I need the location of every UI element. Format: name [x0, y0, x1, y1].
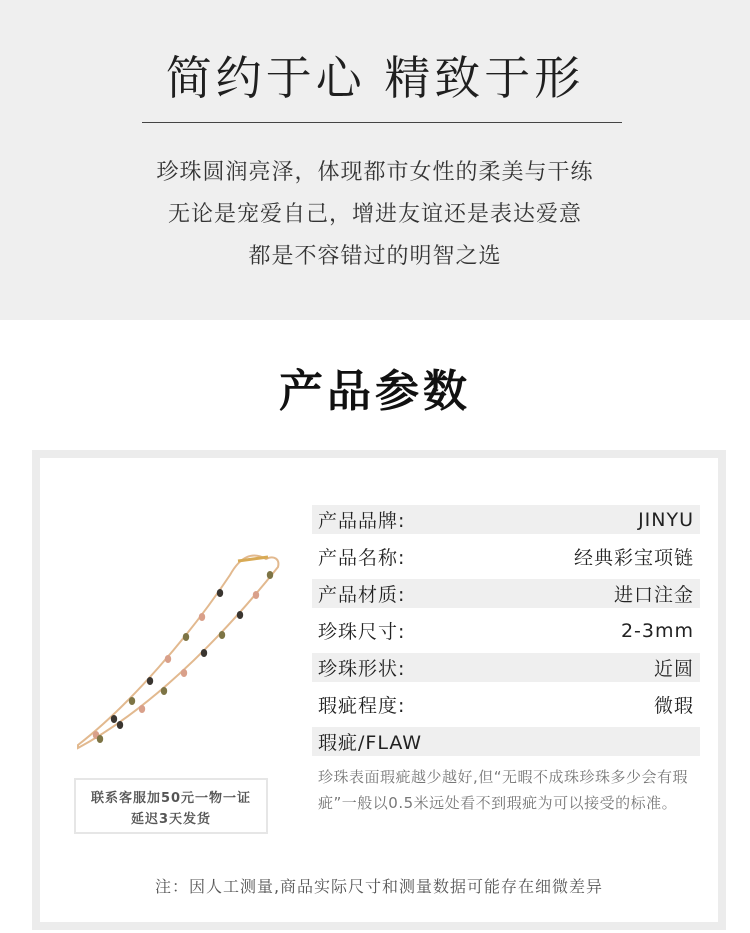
necklace-image [70, 545, 295, 770]
spec-value: 近圆 [653, 658, 694, 680]
spec-value: 进口注金 [613, 584, 694, 606]
spec-row-brand [312, 505, 700, 534]
necklace-bead [201, 649, 207, 657]
section-title: 产品参数 [279, 366, 471, 417]
necklace-bead [253, 591, 259, 599]
necklace-bead [217, 589, 223, 597]
necklace-bead [267, 571, 273, 579]
hero-line: 珍珠圆润亮泽，体现都市女性的柔美与干练 [156, 160, 594, 185]
necklace-bead [117, 721, 123, 729]
necklace-bead [111, 715, 117, 723]
spec-value: 2-3mm [620, 619, 694, 642]
spec-label: 产品材质: [318, 584, 406, 606]
hero-title: 简约于心 精致于形 [165, 51, 585, 105]
spec-row-shape [312, 653, 700, 682]
spec-label: 产品名称: [318, 547, 406, 569]
necklace-bead [161, 687, 167, 695]
necklace-bead [219, 631, 225, 639]
spec-value: 经典彩宝项链 [573, 547, 694, 569]
hero-line: 无论是宠爱自己，增进友谊还是表达爱意 [167, 202, 582, 227]
spec-label: 产品品牌: [318, 510, 406, 532]
hero-divider [142, 122, 622, 123]
necklace-bead [129, 697, 135, 705]
necklace-bead [181, 669, 187, 677]
spec-row-flaw [312, 727, 700, 756]
necklace-bead [165, 655, 171, 663]
necklace-chain [78, 556, 278, 748]
contact-service-box[interactable] [74, 778, 268, 834]
spec-value: 微瑕 [653, 695, 694, 717]
spec-row-size [312, 616, 700, 645]
spec-row-flaw-level [312, 690, 700, 719]
spec-row-name [312, 542, 700, 571]
contact-line-delay: 延迟3天发货 [130, 812, 212, 827]
spec-table [312, 505, 700, 764]
flaw-description: 珍珠表面瑕疵越少越好,但“无暇不成珠珍珠多少会有瑕疵”一般以0.5米远处看不到瑕疵为可以接受的标准。 [318, 768, 689, 812]
hero-description [0, 152, 750, 278]
necklace-beads [93, 571, 273, 743]
contact-line-certificate: 联系客服加50元一物一证 [90, 791, 252, 806]
spec-label: 珍珠形状: [318, 658, 406, 680]
spec-label: 瑕疵/FLAW [318, 732, 423, 754]
spec-value: JINYU [638, 508, 694, 531]
necklace-bead [97, 735, 103, 743]
necklace-bead [183, 633, 189, 641]
measurement-note: 注：因人工测量,商品实际尺寸和测量数据可能存在细微差异 [154, 877, 604, 896]
spec-row-material [312, 579, 700, 608]
necklace-bead [139, 705, 145, 713]
necklace-bead [147, 677, 153, 685]
hero-line: 都是不容错过的明智之选 [248, 244, 502, 269]
spec-label: 瑕疵程度: [318, 695, 406, 717]
necklace-bead [237, 611, 243, 619]
necklace-bead [199, 613, 205, 621]
hero-banner [0, 0, 750, 320]
spec-label: 珍珠尺寸: [318, 621, 406, 643]
necklace-clasp [238, 557, 268, 561]
